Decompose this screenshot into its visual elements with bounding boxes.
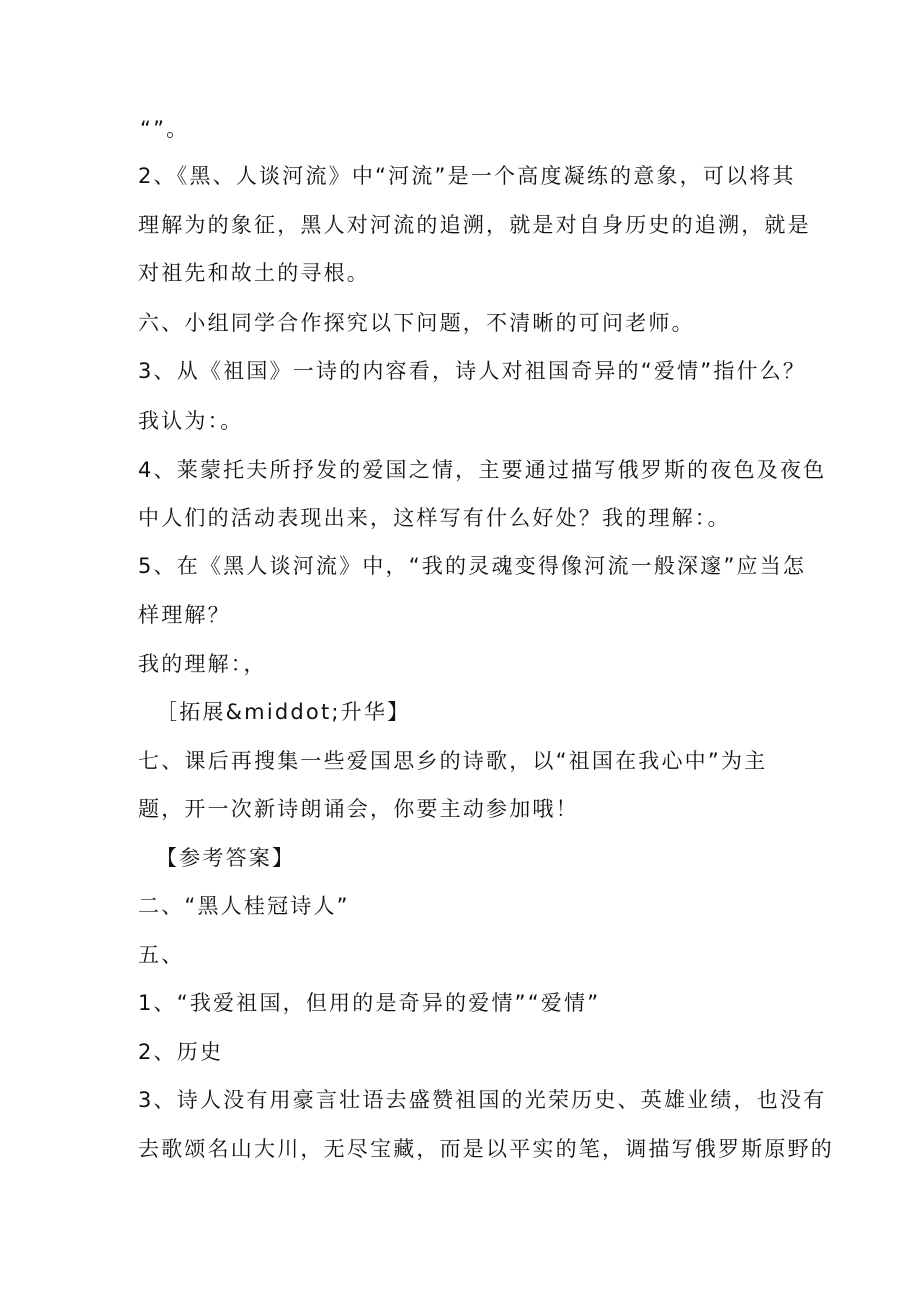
answer-line: 3、诗人没有用豪言壮语去盛赞祖国的光荣历史、英雄业绩，也没有: [138, 1088, 827, 1112]
question-line: 样理解？: [138, 603, 231, 627]
text-line: 2、《黑、人谈河流》中“河流”是一个高度凝练的意象，可以将其: [138, 164, 796, 188]
answer-line: 五、: [138, 943, 185, 967]
question-line: 3、从《祖国》一诗的内容看，诗人对祖国奇异的“爱情”指什么？: [138, 359, 807, 383]
answer-line: 去歌颂名山大川，无尽宝藏，而是以平实的笔，调描写俄罗斯原野的: [138, 1137, 834, 1161]
text-line: 理解为的象征，黑人对河流的追溯，就是对自身历史的追溯，就是: [138, 213, 811, 237]
answer-line: 1、“我爱祖国，但用的是奇异的爱情”“爱情”: [138, 991, 601, 1015]
question-line: 4、莱蒙托夫所抒发的爱国之情，主要通过描写俄罗斯的夜色及夜色: [138, 458, 827, 482]
text-line: “”。: [140, 117, 190, 141]
section-heading: 六、小组同学合作探究以下问题，不清晰的可问老师。: [138, 311, 695, 335]
question-line: 中人们的活动表现出来，这样写有什么好处？我的理解：。: [138, 506, 731, 530]
answer-line: 二、“黑人桂冠诗人”: [138, 894, 350, 918]
text-line: 题，开一次新诗朗诵会，你要主动参加哦！: [138, 797, 579, 821]
answer-line: 我的理解：，: [138, 652, 267, 676]
section-heading: 七、课后再搜集一些爱国思乡的诗歌，以“祖国在我心中”为主: [138, 749, 768, 773]
text-line: 对祖先和故土的寻根。: [138, 261, 370, 285]
section-label-extension: ［拓展&middot;升华】: [156, 700, 411, 724]
answer-line: 2、历史: [138, 1040, 224, 1064]
section-label-answers: 【参考答案】: [156, 846, 296, 870]
answer-line: 我认为：。: [138, 409, 244, 433]
question-line: 5、在《黑人谈河流》中，“我的灵魂变得像河流一般深邃”应当怎: [138, 554, 807, 578]
